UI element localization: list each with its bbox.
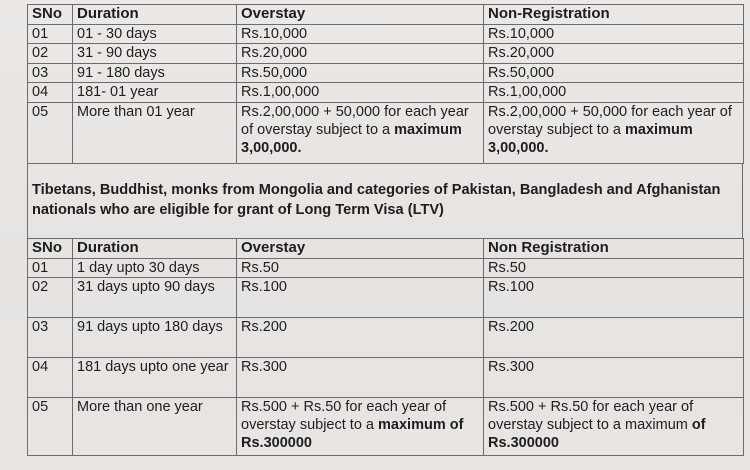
cell-overstay: Rs.20,000 xyxy=(237,44,484,64)
cell-overstay xyxy=(237,398,484,456)
cell-overstay: Rs.200 xyxy=(237,318,484,358)
cell-overstay xyxy=(237,102,484,163)
table-row xyxy=(28,318,744,358)
cell-overstay: Rs.50,000 xyxy=(237,63,484,83)
cell-sno: 01 xyxy=(28,258,73,278)
overstay-text: Rs.2,00,000 + 50,000 for each year of overstay subject to a xyxy=(241,103,469,138)
cell-non-registration: Rs.1,00,000 xyxy=(484,83,744,103)
cell-non-registration: Rs.20,000 xyxy=(484,44,744,64)
table-row xyxy=(28,63,744,83)
cell-overstay: Rs.300 xyxy=(237,358,484,398)
cell-duration: 181- 01 year xyxy=(73,83,237,103)
table-header-row xyxy=(28,239,744,259)
header-sno: SNo xyxy=(28,5,73,25)
table-row xyxy=(28,44,744,64)
header-duration: Duration xyxy=(73,239,237,259)
cell-overstay: Rs.1,00,000 xyxy=(237,83,484,103)
table-row xyxy=(28,24,744,44)
cell-non-registration: Rs.300 xyxy=(484,358,744,398)
table-row xyxy=(28,102,744,163)
cell-sno: 05 xyxy=(28,102,73,163)
overstay-maximum: maximum 3,00,000. xyxy=(241,121,462,156)
cell-sno: 03 xyxy=(28,318,73,358)
cell-non-registration: Rs.50 xyxy=(484,258,744,278)
cell-duration: More than 01 year xyxy=(73,102,237,163)
non-registration-maximum: of Rs.300000 xyxy=(488,417,706,451)
cell-duration: 01 - 30 days xyxy=(73,24,237,44)
cell-non-registration: Rs.50,000 xyxy=(484,63,744,83)
cell-duration: More than one year xyxy=(73,398,237,456)
table-row xyxy=(28,398,744,456)
header-sno: SNo xyxy=(28,239,73,259)
cell-duration: 1 day upto 30 days xyxy=(73,258,237,278)
overstay-text: Rs.500 + Rs.50 for each year of overstay subject to a xyxy=(241,399,447,433)
overstay-maximum: maximum of Rs.300000 xyxy=(241,417,464,451)
cell-overstay: Rs.10,000 xyxy=(237,24,484,44)
table-row xyxy=(28,258,744,278)
cell-sno: 04 xyxy=(28,358,73,398)
table-row xyxy=(28,278,744,318)
cell-duration: 91 - 180 days xyxy=(73,63,237,83)
cell-sno: 02 xyxy=(28,44,73,64)
penalty-table-ltv xyxy=(27,238,744,456)
header-non-registration: Non-Registration xyxy=(484,5,744,25)
penalty-table-general xyxy=(27,4,744,164)
cell-sno: 02 xyxy=(28,278,73,318)
cell-sno: 05 xyxy=(28,398,73,456)
cell-non-registration xyxy=(484,398,744,456)
cell-duration: 181 days upto one year xyxy=(73,358,237,398)
non-registration-text: Rs.2,00,000 + 50,000 for each year of overstay subject to a xyxy=(488,103,732,138)
header-duration: Duration xyxy=(73,5,237,25)
cell-duration: 31 days upto 90 days xyxy=(73,278,237,318)
table-header-row xyxy=(28,5,744,25)
cell-duration: 31 - 90 days xyxy=(73,44,237,64)
cell-sno: 01 xyxy=(28,24,73,44)
cell-duration: 91 days upto 180 days xyxy=(73,318,237,358)
table-row xyxy=(28,358,744,398)
cell-sno: 04 xyxy=(28,83,73,103)
table-row xyxy=(28,83,744,103)
header-overstay: Overstay xyxy=(237,5,484,25)
cell-overstay: Rs.50 xyxy=(237,258,484,278)
header-overstay: Overstay xyxy=(237,239,484,259)
ltv-eligibility-note: Tibetans, Buddhist, monks from Mongolia and categories of Pakistan, Bangladesh and Afghanistan nationals who are eligible for grant of Long Term Visa (LTV) xyxy=(27,164,743,238)
non-registration-text: Rs.500 + Rs.50 for each year of overstay subject to a maximum xyxy=(488,399,694,433)
non-registration-maximum: maximum 3,00,000. xyxy=(488,121,693,156)
cell-non-registration: Rs.100 xyxy=(484,278,744,318)
cell-non-registration: Rs.200 xyxy=(484,318,744,358)
cell-non-registration xyxy=(484,102,744,163)
cell-sno: 03 xyxy=(28,63,73,83)
cell-overstay: Rs.100 xyxy=(237,278,484,318)
cell-non-registration: Rs.10,000 xyxy=(484,24,744,44)
header-non-registration: Non Registration xyxy=(484,239,744,259)
